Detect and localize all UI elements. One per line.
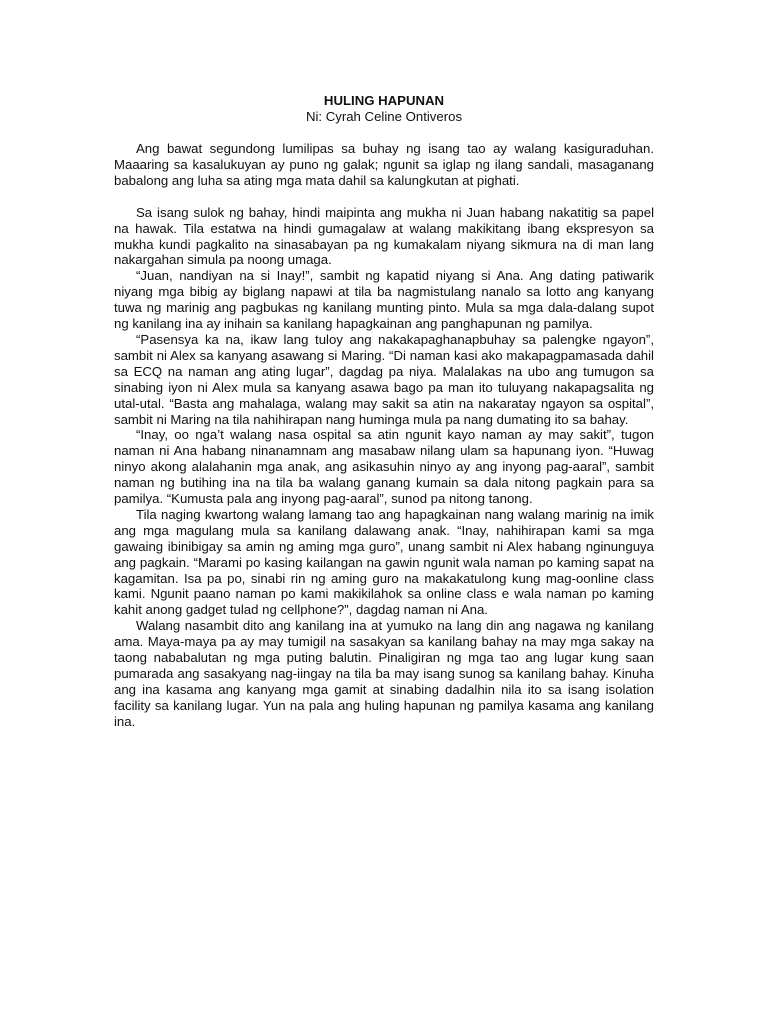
document-title: HULING HAPUNAN [323,93,445,108]
paragraph-1: Ang bawat segundong lumilipas sa buhay ng isang tao ay walang kasiguraduhan. Maaaring sa kasalukuyan ay puno ng galak; ngunit sa iglap ng ilang sandali, masaganang babalong ang luha sa ating mga mata dahil sa kalungkutan at pighati. [114,141,654,188]
paragraph-4: “Pasensya ka na, ikaw lang tuloy ang nakakapaghanapbuhay sa palengke ngayon”, sambit ni Alex sa kanyang asawang si Maring. “Di naman kasi ako makapagpamasada dahil sa ECQ na naman ang ating lugar”, dagdag pa niya. Malalakas na ubo ang tumugon sa sinabing iyon ni Alex mula sa kanyang asawa bago pa man ito tuluyang nakapagsalita ng utal-utal. “Basta ang mahalaga, walang may sakit sa atin na nakaratay ngayon sa ospital”, sambit ni Maring na tila nahihirapan nang huminga mula pa nang dumating ito sa bahay. [114,331,654,427]
paragraph-6: Tila naging kwartong walang lamang tao ang hapagkainan nang walang marinig na imik ang mga magulang mula sa kanilang dalawang anak. “Inay, nahihirapan kami sa mga gawaing ibinibigay sa amin ng aming mga guro”, unang sambit ni Alex habang nginunguya ang pagkain. “Marami po kasing kailangan na gawin ngunit wala naman po kaming sapat na kagamitan. Isa pa po, sinabi rin ng aming guro na makakatulong kung mag-oonline class kami. Ngunit paano naman po kami makikilahok sa online class e wala naman po kaming kahit anong gadget tulad ng cellphone?”, dagdag naman ni Ana. [114,506,654,618]
paragraph-3: “Juan, nandiyan na si Inay!”, sambit ng kapatid niyang si Ana. Ang dating patiwarik niyang mga bibig ay biglang napawi at tila ba nagmistulang nanalo sa lotto ang kanyang tuwa ng marinig ang pagbukas ng kanilang munting pinto. Mula sa mga dala-dalang supot ng kanilang ina ay inihain sa kanilang hapagkainan ang panghapunan ng pamilya. [114,268,654,332]
paragraph-5: “Inay, oo nga’t walang nasa ospital sa atin ngunit kayo naman ay may sakit”, tugon naman ni Ana habang ninanamnam ang masabaw nilang ulam sa hapunang iyon. “Huwag ninyo akong alalahanin mga anak, ang asikasuhin ninyo ay ang inyong pag-aaral”, sambit naman ng butihing ina na tila ba walang ganang kumain sa dala nitong pagkain para sa pamilya. “Kumusta pala ang inyong pag-aaral”, sunod pa nitong tanong. [114,427,654,507]
paragraph-7: Walang nasambit dito ang kanilang ina at yumuko na lang din ang nagawa ng kanilang ama. Maya-maya pa ay may tumigil na sasakyan sa kanilang bahay na may mga sakay na taong nababalutan ng mga puting balutin. Pinaligiran ng mga tao ang lugar kung saan pumarada ang sasakyang nag-iingay na tila ba may isang sunog sa kanilang bahay. Kinuha ang ina kasama ang kanyang mga gamit at sinabing dadalhin nila ito sa isang isolation facility sa kanilang lugar. Yun na pala ang huling hapunan ng pamilya kasama ang kanilang ina. [114,618,654,729]
document-author: Ni: Cyrah Celine Ontiveros [305,109,463,124]
document-body [114,93,654,730]
paragraph-2: Sa isang sulok ng bahay, hindi maipinta ang mukha ni Juan habang nakatitig sa papel na hawak. Tila estatwa na hindi gumagalaw at walang makikitang ibang ekspresyon sa mukha kundi pagkalito na sinasabayan pa ng kumakalam niyang sikmura na di man lang nakargahan simula pa noong umaga. [114,204,654,268]
